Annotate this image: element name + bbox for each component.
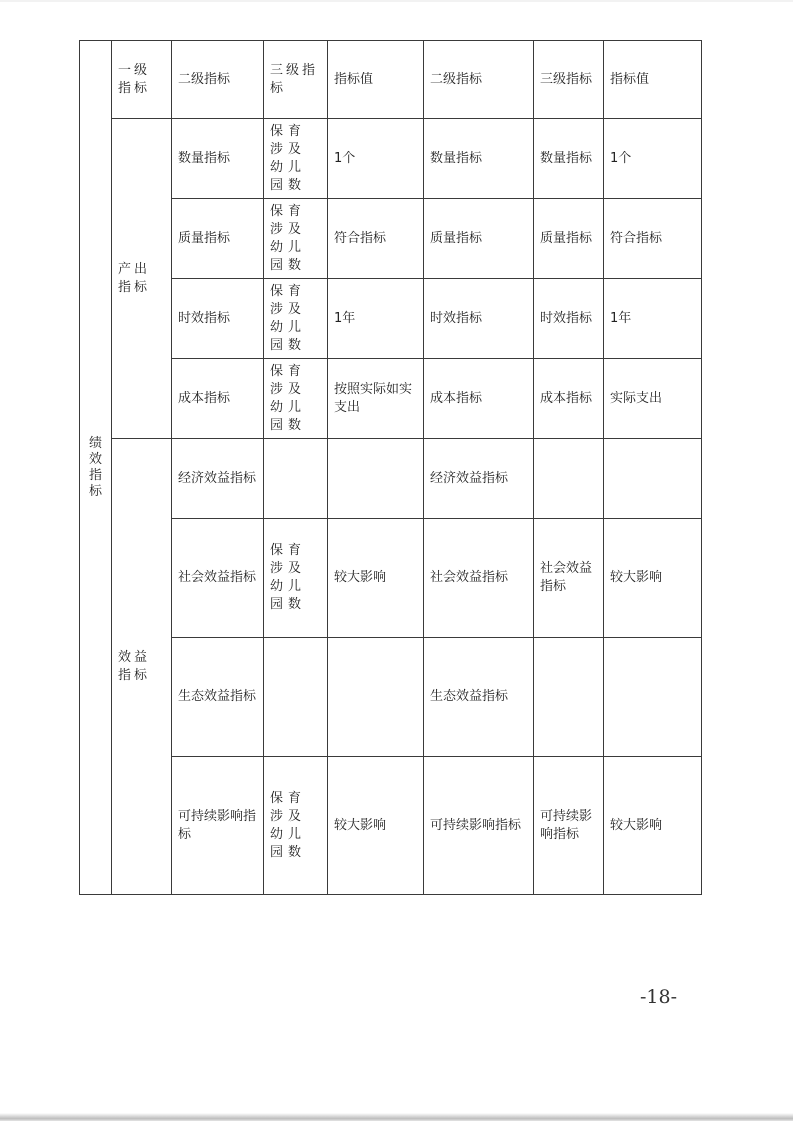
performance-indicator-group-cell bbox=[80, 41, 112, 895]
indicator-value-cell: 较大影响 bbox=[328, 757, 424, 895]
sub-indicator-cell-b: 经济效益指标 bbox=[424, 439, 534, 519]
indicator-value-cell-b: 较大影响 bbox=[604, 757, 702, 895]
indicator-value-cell bbox=[328, 439, 424, 519]
table-row bbox=[80, 638, 702, 757]
sub-indicator-cell-b: 成本指标 bbox=[424, 359, 534, 439]
indicator-value-cell: 1个 bbox=[328, 119, 424, 199]
tertiary-indicator-cell: 保育涉及幼儿园数 bbox=[264, 757, 328, 895]
header-level2: 二级指标 bbox=[172, 41, 264, 119]
sub-indicator-cell: 成本指标 bbox=[172, 359, 264, 439]
indicator-value-cell: 1年 bbox=[328, 279, 424, 359]
table-row bbox=[80, 439, 702, 519]
sub-indicator-cell: 质量指标 bbox=[172, 199, 264, 279]
group-label: 绩效指标 bbox=[88, 435, 102, 499]
sub-indicator-cell: 时效指标 bbox=[172, 279, 264, 359]
header-value: 指标值 bbox=[328, 41, 424, 119]
tertiary-indicator-cell bbox=[264, 439, 328, 519]
tertiary-indicator-cell-b: 成本指标 bbox=[534, 359, 604, 439]
indicator-value-cell-b bbox=[604, 638, 702, 757]
scan-edge-top bbox=[0, 0, 793, 2]
tertiary-indicator-cell-b: 社会效益指标 bbox=[534, 519, 604, 638]
benefit-indicator-cell: 效益指标 bbox=[112, 439, 172, 895]
performance-indicator-table bbox=[79, 40, 702, 895]
table-row bbox=[80, 119, 702, 199]
sub-indicator-cell: 可持续影响指标 bbox=[172, 757, 264, 895]
sub-indicator-cell-b: 时效指标 bbox=[424, 279, 534, 359]
indicator-value-cell-b: 1年 bbox=[604, 279, 702, 359]
sub-indicator-cell: 经济效益指标 bbox=[172, 439, 264, 519]
sub-indicator-cell-b: 生态效益指标 bbox=[424, 638, 534, 757]
sub-indicator-cell-b: 质量指标 bbox=[424, 199, 534, 279]
table-row bbox=[80, 757, 702, 895]
sub-indicator-cell-b: 数量指标 bbox=[424, 119, 534, 199]
indicator-value-cell-b: 符合指标 bbox=[604, 199, 702, 279]
tertiary-indicator-cell-b: 质量指标 bbox=[534, 199, 604, 279]
header-row bbox=[80, 41, 702, 119]
indicator-value-cell-b: 1个 bbox=[604, 119, 702, 199]
output-indicator-cell: 产出指标 bbox=[112, 119, 172, 439]
sub-indicator-cell: 社会效益指标 bbox=[172, 519, 264, 638]
tertiary-indicator-cell: 保育涉及幼儿园数 bbox=[264, 359, 328, 439]
tertiary-indicator-cell: 保育涉及幼儿园数 bbox=[264, 519, 328, 638]
table-row bbox=[80, 279, 702, 359]
table-row bbox=[80, 519, 702, 638]
indicator-value-cell: 较大影响 bbox=[328, 519, 424, 638]
tertiary-indicator-cell-b: 数量指标 bbox=[534, 119, 604, 199]
tertiary-indicator-cell-b: 时效指标 bbox=[534, 279, 604, 359]
indicator-value-cell: 符合指标 bbox=[328, 199, 424, 279]
indicator-value-cell-b bbox=[604, 439, 702, 519]
sub-indicator-cell: 数量指标 bbox=[172, 119, 264, 199]
tertiary-indicator-cell: 保育涉及幼儿园数 bbox=[264, 119, 328, 199]
tertiary-indicator-cell-b: 可持续影响指标 bbox=[534, 757, 604, 895]
header-value-b: 指标值 bbox=[604, 41, 702, 119]
table-row bbox=[80, 359, 702, 439]
sub-indicator-cell-b: 社会效益指标 bbox=[424, 519, 534, 638]
header-level1: 一级指标 bbox=[112, 41, 172, 119]
sub-indicator-cell: 生态效益指标 bbox=[172, 638, 264, 757]
page-number: -18- bbox=[640, 986, 678, 1008]
header-level2-b: 二级指标 bbox=[424, 41, 534, 119]
tertiary-indicator-cell-b bbox=[534, 638, 604, 757]
header-level3-b: 三级指标 bbox=[534, 41, 604, 119]
header-level3: 三级指标 bbox=[264, 41, 328, 119]
sub-indicator-cell-b: 可持续影响指标 bbox=[424, 757, 534, 895]
indicator-value-cell-b: 实际支出 bbox=[604, 359, 702, 439]
tertiary-indicator-cell: 保育涉及幼儿园数 bbox=[264, 279, 328, 359]
scan-edge-bottom bbox=[0, 1113, 793, 1121]
tertiary-indicator-cell bbox=[264, 638, 328, 757]
indicator-value-cell: 按照实际如实支出 bbox=[328, 359, 424, 439]
tertiary-indicator-cell-b bbox=[534, 439, 604, 519]
table-row bbox=[80, 199, 702, 279]
indicator-value-cell bbox=[328, 638, 424, 757]
indicator-value-cell-b: 较大影响 bbox=[604, 519, 702, 638]
tertiary-indicator-cell: 保育涉及幼儿园数 bbox=[264, 199, 328, 279]
